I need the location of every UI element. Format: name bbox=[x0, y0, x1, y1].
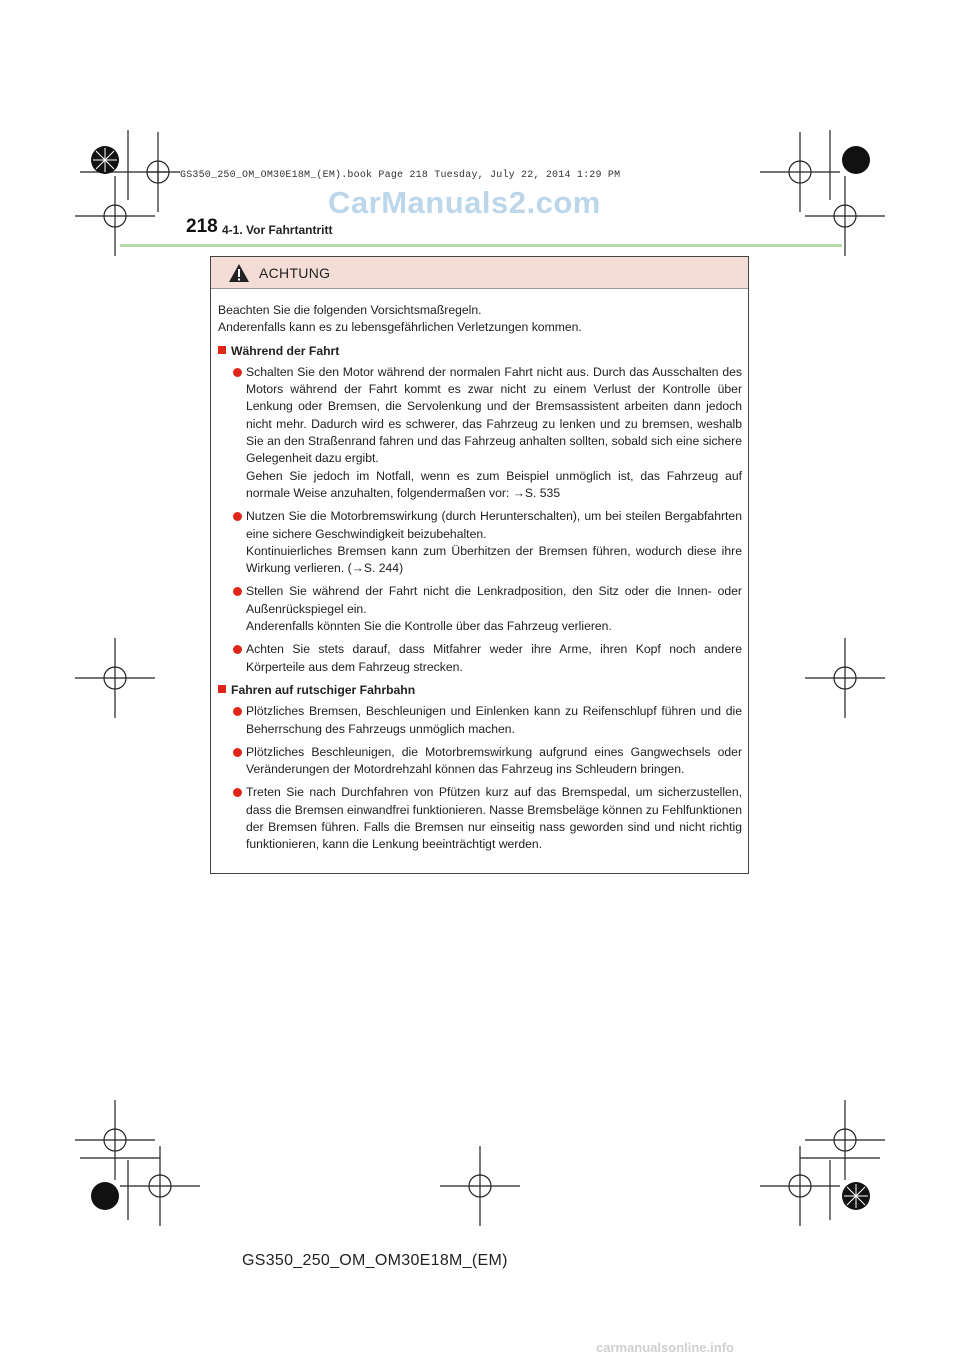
list-item bbox=[218, 784, 742, 853]
item-paragraph: Anderenfalls könnten Sie die Kontrolle über das Fahrzeug verlieren. bbox=[246, 619, 612, 634]
warning-section bbox=[218, 343, 742, 676]
item-paragraph: Kontinuierliches Bremsen kann zum Überhitzen der Bremsen führen, wodurch diese ihre Wirkung verlieren. (→S. 244) bbox=[246, 543, 742, 576]
red-bullet-icon bbox=[233, 512, 242, 521]
list-item bbox=[218, 703, 742, 738]
list-item bbox=[218, 744, 742, 779]
list-item bbox=[218, 364, 742, 502]
warning-section bbox=[218, 682, 742, 854]
red-square-icon bbox=[218, 346, 226, 354]
item-paragraph: Achten Sie stets darauf, dass Mitfahrer weder ihre Arme, ihren Kopf noch andere Körperteile aus dem Fahrzeug strecken. bbox=[246, 642, 742, 674]
red-bullet-icon bbox=[233, 368, 242, 377]
red-bullet-icon bbox=[233, 748, 242, 757]
warning-intro bbox=[218, 302, 742, 337]
warning-box bbox=[210, 256, 749, 874]
warning-box-body bbox=[211, 289, 748, 854]
item-paragraph: Stellen Sie während der Fahrt nicht die Lenkradposition, den Sitz oder die Innen- oder Außenrückspiegel ein. bbox=[246, 584, 742, 616]
warning-box-header bbox=[211, 257, 748, 289]
item-paragraph: Gehen Sie jedoch im Notfall, wenn es zum Beispiel unmöglich ist, das Fahrzeug auf normale Weise anzuhalten, folgendermaßen vor: →S. 535 bbox=[246, 468, 742, 500]
list-item bbox=[218, 641, 742, 676]
section-title: 4-1. Vor Fahrtantritt bbox=[222, 223, 333, 237]
footer-code: GS350_250_OM_OM30E18M_(EM) bbox=[242, 1252, 508, 1269]
section-heading-text: Während der Fahrt bbox=[231, 343, 340, 358]
warning-title: ACHTUNG bbox=[259, 264, 331, 281]
red-bullet-icon bbox=[233, 788, 242, 797]
item-paragraph: Treten Sie nach Durchfahren von Pfützen kurz auf das Bremspedal, um sicherzustellen, dass die Bremsen einwandfrei funktionieren. Nasse Bremsbeläge können zu Fehlfunktionen der Bremsen führen. Falls die Bremsen nur einseitig nass geworden sind und nicht richtig funktionieren, kann die Lenkung beeinträchtigt werden. bbox=[246, 785, 742, 852]
section-heading bbox=[218, 343, 742, 360]
list-item bbox=[218, 583, 742, 635]
item-paragraph: Plötzliches Beschleunigen, die Motorbremswirkung aufgrund eines Gangwechsels oder Veränderungen der Motordrehzahl können das Fahrzeug ins Schleudern bringen. bbox=[246, 744, 742, 777]
page-number: 218 bbox=[186, 216, 218, 237]
section-heading bbox=[218, 682, 742, 699]
red-bullet-icon bbox=[233, 645, 242, 654]
item-paragraph: Schalten Sie den Motor während der normalen Fahrt nicht aus. Durch das Ausschalten des Motors während der Fahrt kommt es zwar nicht zu einem Verlust der Kontrolle über Lenkung oder Bremsen, die Servolenkung und der Bremsassistent arbeiten dann jedoch nicht mehr. Dadurch wird es schwerer, das Fahrzeug zu lenken und zu bremsen, weshalb Sie an den Straßenrand fahren und das Fahrzeug anhalten sollten, sobald sich eine sichere Gelegenheit dazu ergibt. bbox=[246, 364, 742, 466]
item-paragraph: Nutzen Sie die Motorbremswirkung (durch Herunterschalten), um bei steilen Bergabfahrten eine sichere Geschwindigkeit beizubehalten. bbox=[246, 509, 742, 541]
warning-triangle-icon bbox=[228, 263, 250, 283]
section-heading-text: Fahren auf rutschiger Fahrbahn bbox=[231, 682, 416, 697]
intro-line: Beachten Sie die folgenden Vorsichtsmaßregeln. bbox=[218, 303, 482, 317]
red-bullet-icon bbox=[233, 707, 242, 716]
red-bullet-icon bbox=[233, 587, 242, 596]
header-rule bbox=[120, 244, 842, 247]
item-paragraph: Plötzliches Bremsen, Beschleunigen und Einlenken kann zu Reifenschlupf führen und die Beherrschung des Fahrzeugs unmöglich machen. bbox=[246, 704, 742, 736]
red-square-icon bbox=[218, 685, 226, 693]
list-item bbox=[218, 508, 742, 577]
watermark-carmanuals: CarManuals2.com bbox=[328, 185, 601, 220]
intro-line: Anderenfalls kann es zu lebensgefährlichen Verletzungen kommen. bbox=[218, 320, 582, 335]
book-info-line: GS350_250_OM_OM30E18M_(EM).book Page 218 Tuesday, July 22, 2014 1:29 PM bbox=[180, 170, 621, 181]
watermark-carmanualsonline: carmanualsonline.info bbox=[596, 1340, 734, 1355]
